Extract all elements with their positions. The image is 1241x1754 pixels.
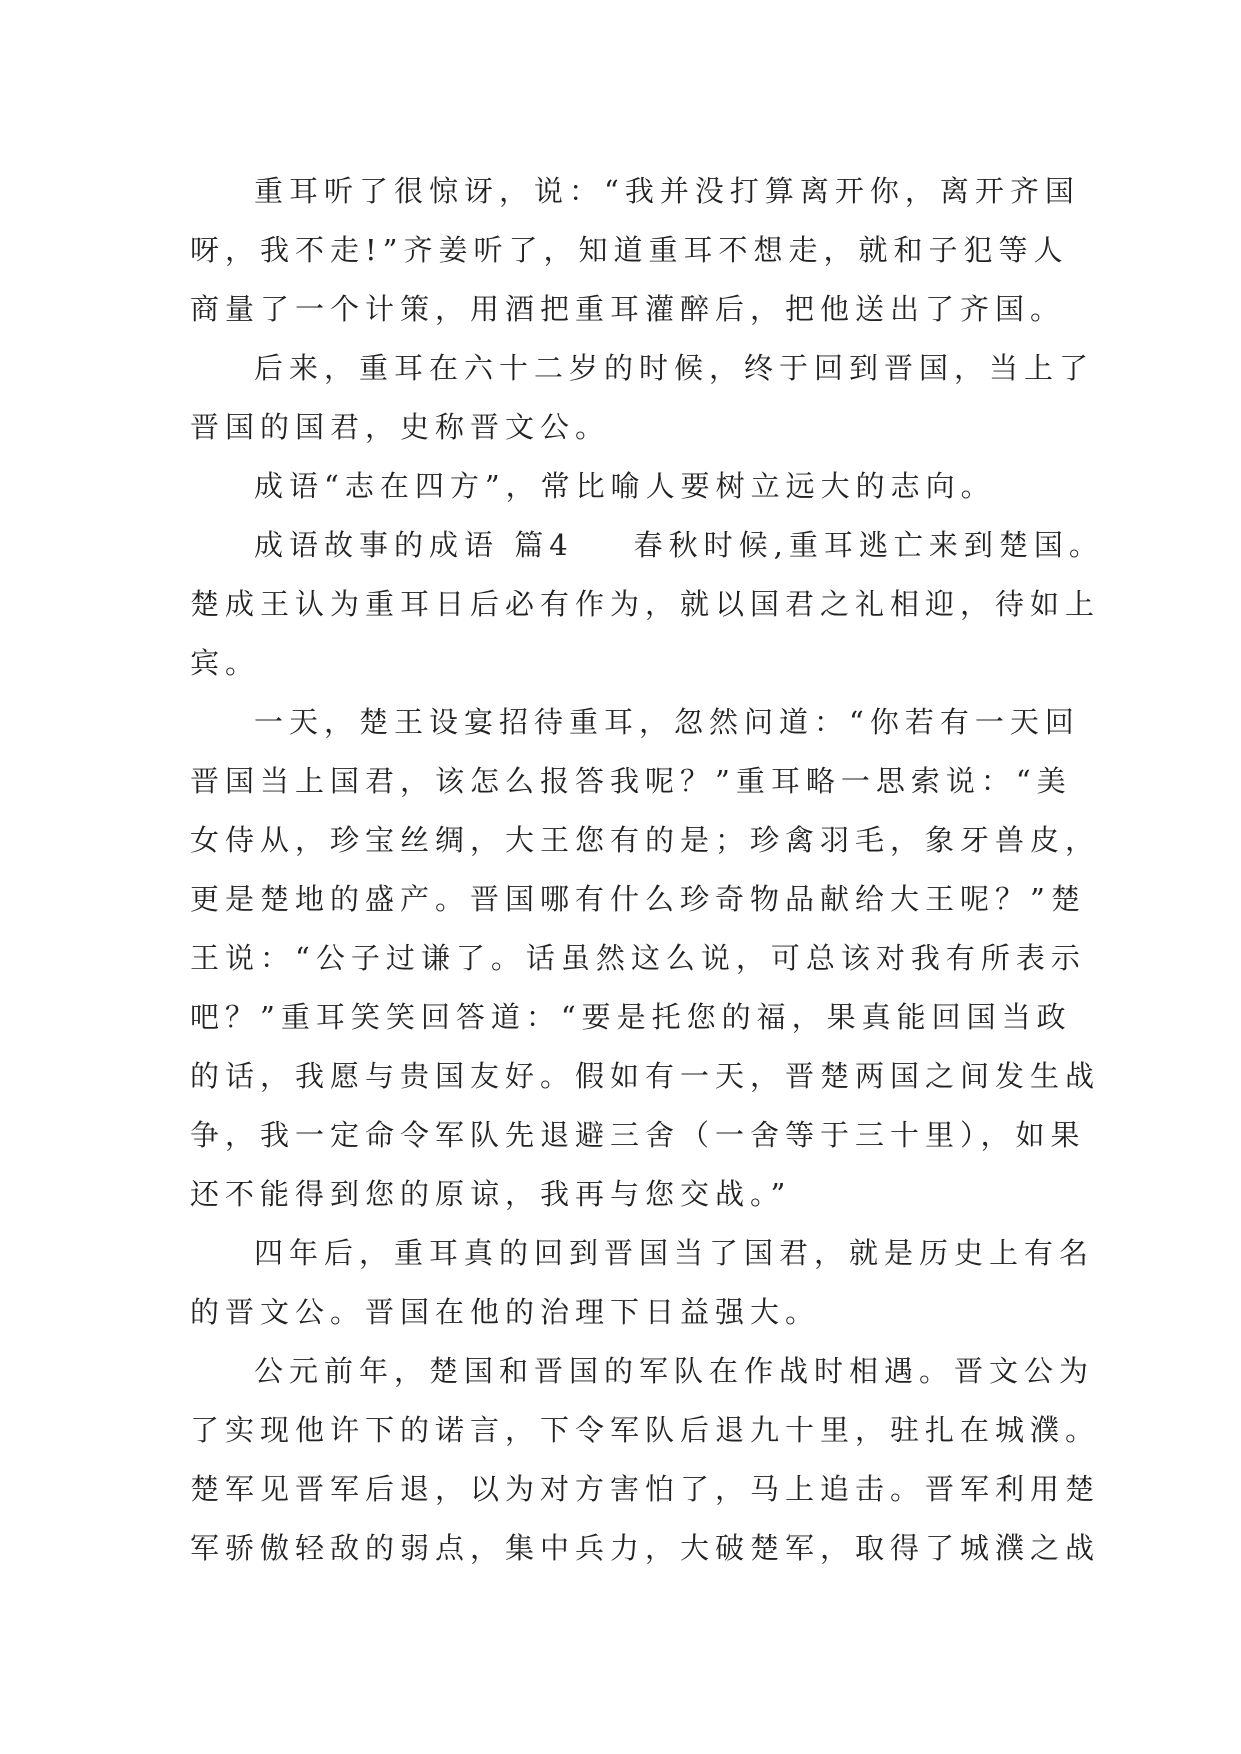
- paragraph-line: 女侍从，珍宝丝绸，大王您有的是；珍禽羽毛，象牙兽皮，: [190, 823, 1101, 857]
- paragraph-line: 公元前年，楚国和晋国的军队在作战时相遇。晋文公为: [254, 1354, 1095, 1388]
- paragraph-line: 晋国的国君，史称晋文公。: [190, 410, 611, 444]
- paragraph-line: 楚军见晋军后退，以为对方害怕了，马上追击。晋军利用楚: [190, 1472, 1101, 1506]
- paragraph-line: 了实现他许下的诺言，下令军队后退九十里，驻扎在城濮。: [190, 1413, 1101, 1447]
- paragraph-line: 呀，我不走!”齐姜听了，知道重耳不想走，就和子犯等人: [190, 233, 1069, 267]
- paragraph-line: 晋国当上国君，该怎么报答我呢？”重耳略一思索说：“美: [190, 764, 1072, 798]
- paragraph-line: 重耳听了很惊讶，说：“我并没打算离开你，离开齐国: [254, 174, 1080, 208]
- paragraph-line: 吧？”重耳笑笑回答道：“要是托您的福，果真能回国当政: [190, 1000, 1072, 1034]
- paragraph-line: 楚成王认为重耳日后必有作为，就以国君之礼相迎，待如上: [190, 587, 1101, 621]
- paragraph-line: 一天，楚王设宴招待重耳，忽然问道：“你若有一天回: [254, 705, 1080, 739]
- document-body: [190, 162, 1104, 1578]
- paragraph-line: 商量了一个计策，用酒把重耳灌醉后，把他送出了齐国。: [190, 292, 1066, 326]
- paragraph-line: 成语“志在四方”，常比喻人要树立远大的志向。: [254, 469, 996, 503]
- paragraph-line: 的话，我愿与贵国友好。假如有一天，晋楚两国之间发生战: [190, 1059, 1101, 1093]
- paragraph-line: 王说：“公子过谦了。话虽然这么说，可总该对我有所表示: [190, 941, 1086, 975]
- paragraph-line: 宾。: [190, 646, 261, 680]
- section-first-text: 春秋时候,重耳逃亡来到楚国。: [633, 528, 1104, 562]
- section-heading: 成语故事的成语 篇4: [254, 528, 574, 562]
- paragraph-line: 争，我一定命令军队先退避三舍（一舍等于三十里），如果: [190, 1118, 1086, 1152]
- section-heading-line: [190, 516, 1104, 575]
- paragraph-line: 后来，重耳在六十二岁的时候，终于回到晋国，当上了: [254, 351, 1095, 385]
- paragraph-line: 四年后，重耳真的回到晋国当了国君，就是历史上有名: [254, 1236, 1095, 1270]
- paragraph-line: 还不能得到您的原谅，我再与您交战。”: [190, 1177, 792, 1211]
- paragraph-line: 的晋文公。晋国在他的治理下日益强大。: [190, 1295, 821, 1329]
- paragraph-line: 军骄傲轻敌的弱点，集中兵力，大破楚军，取得了城濮之战: [190, 1531, 1101, 1565]
- paragraph-line: 更是楚地的盛产。晋国哪有什么珍奇物品献给大王呢？”楚: [190, 882, 1086, 916]
